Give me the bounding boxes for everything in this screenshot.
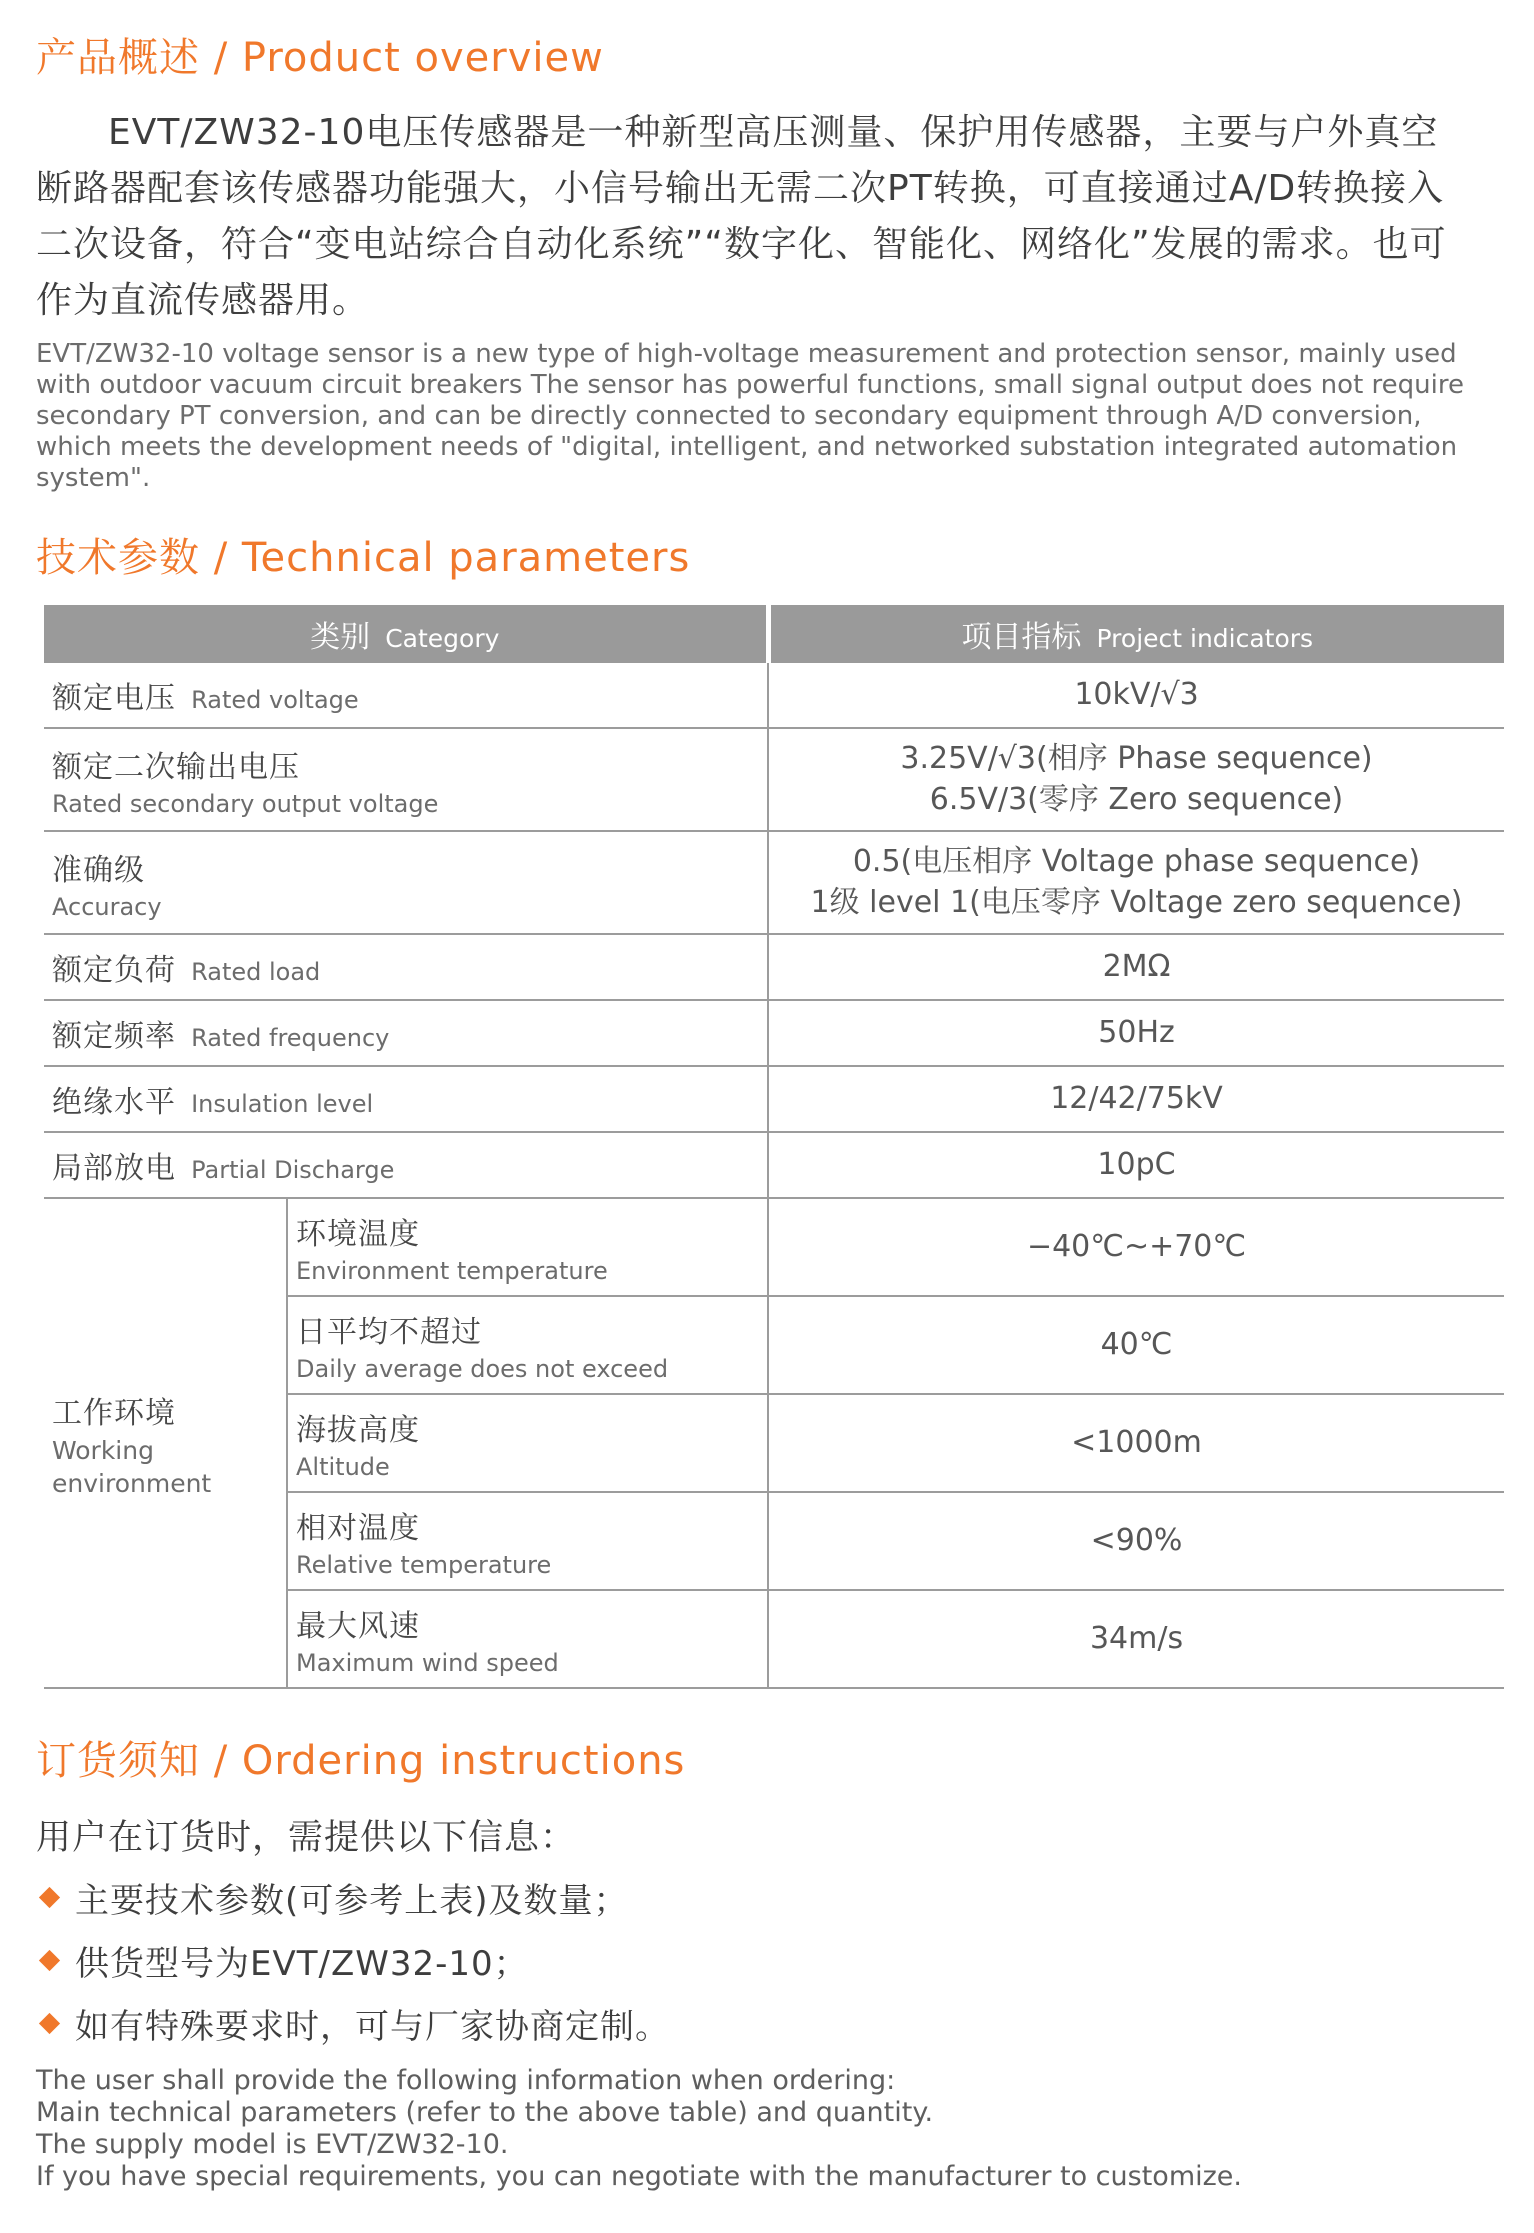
indicators-header-cn: 项目指标 <box>961 620 1082 655</box>
subrow-label-environment-temperature: 环境温度 Environment temperature <box>287 1198 768 1296</box>
subrow-label-daily-average: 日平均不超过 Daily average does not exceed <box>287 1296 768 1394</box>
row-value-rated-frequency: 50Hz <box>768 1000 1504 1066</box>
row-value-accuracy: 0.5(电压相序 Voltage phase sequence) 1级 level 1(电压零序 Voltage zero sequence) <box>768 831 1504 934</box>
ordering-intro: 用户在订货时，需提供以下信息： <box>36 1818 577 1858</box>
ordering-heading: 订货须知 / Ordering instructions <box>36 1738 686 1784</box>
ordering-note-line: The supply model is EVT/ZW32-10. <box>36 2129 509 2160</box>
list-item <box>36 1866 1496 1929</box>
subrow-label-maximum-wind-speed: 最大风速 Maximum wind speed <box>287 1590 768 1688</box>
ordering-note-line: Main technical parameters (refer to the above table) and quantity. <box>36 2097 934 2128</box>
row-value-partial-discharge: 10pC <box>768 1132 1504 1198</box>
parameters-heading: 技术参数 / Technical parameters <box>36 535 691 581</box>
technical-parameters-table <box>44 605 1504 1689</box>
table-row <box>44 1000 1504 1066</box>
row-label-partial-discharge: 局部放电 Partial Discharge <box>44 1132 768 1198</box>
ordering-notes-en <box>36 2065 1496 2193</box>
diamond-bullet-icon <box>39 1887 60 1908</box>
row-label-rated-secondary-output-voltage: 额定二次输出电压 Rated secondary output voltage <box>44 728 768 831</box>
list-item <box>36 1992 1496 2055</box>
ordering-note-line: If you have special requirements, you can negotiate with the manufacturer to customize. <box>36 2161 1242 2192</box>
table-row <box>44 1066 1504 1132</box>
bullet-text: 如有特殊要求时，可与厂家协商定制。 <box>75 2007 670 2047</box>
bullet-text: 供货型号为EVT/ZW32-10； <box>75 1944 529 1984</box>
table-row <box>44 728 1504 831</box>
subrow-value-relative-temperature: <90% <box>768 1492 1504 1590</box>
header-cell-category <box>44 605 768 663</box>
category-header-en: Category <box>385 624 500 653</box>
table-row <box>44 663 1504 728</box>
diamond-bullet-icon <box>39 1950 60 1971</box>
category-header-cn: 类别 <box>310 620 371 655</box>
subrow-value-maximum-wind-speed: 34m/s <box>768 1590 1504 1688</box>
table-row <box>44 1198 1504 1296</box>
table-row <box>44 934 1504 1000</box>
subrow-label-relative-temperature: 相对温度 Relative temperature <box>287 1492 768 1590</box>
overview-paragraph-cn: EVT/ZW32-10电压传感器是一种新型高压测量、保护用传感器，主要与户外真空断路器配套该传感器功能强大，小信号输出无需二次PT转换，可直接通过A/D转换接入二次设备，符合“变电站综合自动化系统”“数字化、智能化、网络化”发展的需求。也可作为直流传感器用。 <box>36 112 1447 321</box>
group-cell-working-environment: 工作环境 Working environment <box>44 1198 287 1688</box>
row-label-insulation-level: 绝缘水平 Insulation level <box>44 1066 768 1132</box>
row-label-rated-load: 额定负荷 Rated load <box>44 934 768 1000</box>
bullet-text: 主要技术参数(可参考上表)及数量； <box>75 1881 629 1921</box>
row-value-rated-load: 2MΩ <box>768 934 1504 1000</box>
row-value-rated-voltage: 10kV/√3 <box>768 663 1504 728</box>
diamond-bullet-icon <box>39 2013 60 2034</box>
overview-heading: 产品概述 / Product overview <box>36 35 604 81</box>
row-label-rated-frequency: 额定频率 Rated frequency <box>44 1000 768 1066</box>
overview-paragraph-en: EVT/ZW32-10 voltage sensor is a new type of high-voltage measurement and protection sensor, mainly used with outdoor vacuum circuit breakers The sensor has powerful functions, small signal output does not require secondary PT conversion, and can be directly connected to secondary equipment through A/D conversion, which meets the development needs of "digital, intelligent, and networked substation integrated automation system". <box>36 339 1464 493</box>
list-item <box>36 1929 1496 1992</box>
row-label-rated-voltage: 额定电压 Rated voltage <box>44 663 768 728</box>
ordering-note-line: The user shall provide the following information when ordering: <box>36 2065 896 2096</box>
subrow-value-altitude: <1000m <box>768 1394 1504 1492</box>
indicators-header-en: Project indicators <box>1096 624 1314 653</box>
table-header-row <box>44 605 1504 663</box>
row-value-rated-secondary-output-voltage: 3.25V/√3(相序 Phase sequence) 6.5V/3(零序 Zero sequence) <box>768 728 1504 831</box>
header-cell-indicators <box>768 605 1504 663</box>
subrow-value-environment-temperature: −40℃~+70℃ <box>768 1198 1504 1296</box>
row-label-accuracy: 准确级 Accuracy <box>44 831 768 934</box>
ordering-bullet-list <box>36 1866 1496 2055</box>
row-value-insulation-level: 12/42/75kV <box>768 1066 1504 1132</box>
subrow-label-altitude: 海拔高度 Altitude <box>287 1394 768 1492</box>
subrow-value-daily-average: 40℃ <box>768 1296 1504 1394</box>
table-row <box>44 1132 1504 1198</box>
table-row <box>44 831 1504 934</box>
